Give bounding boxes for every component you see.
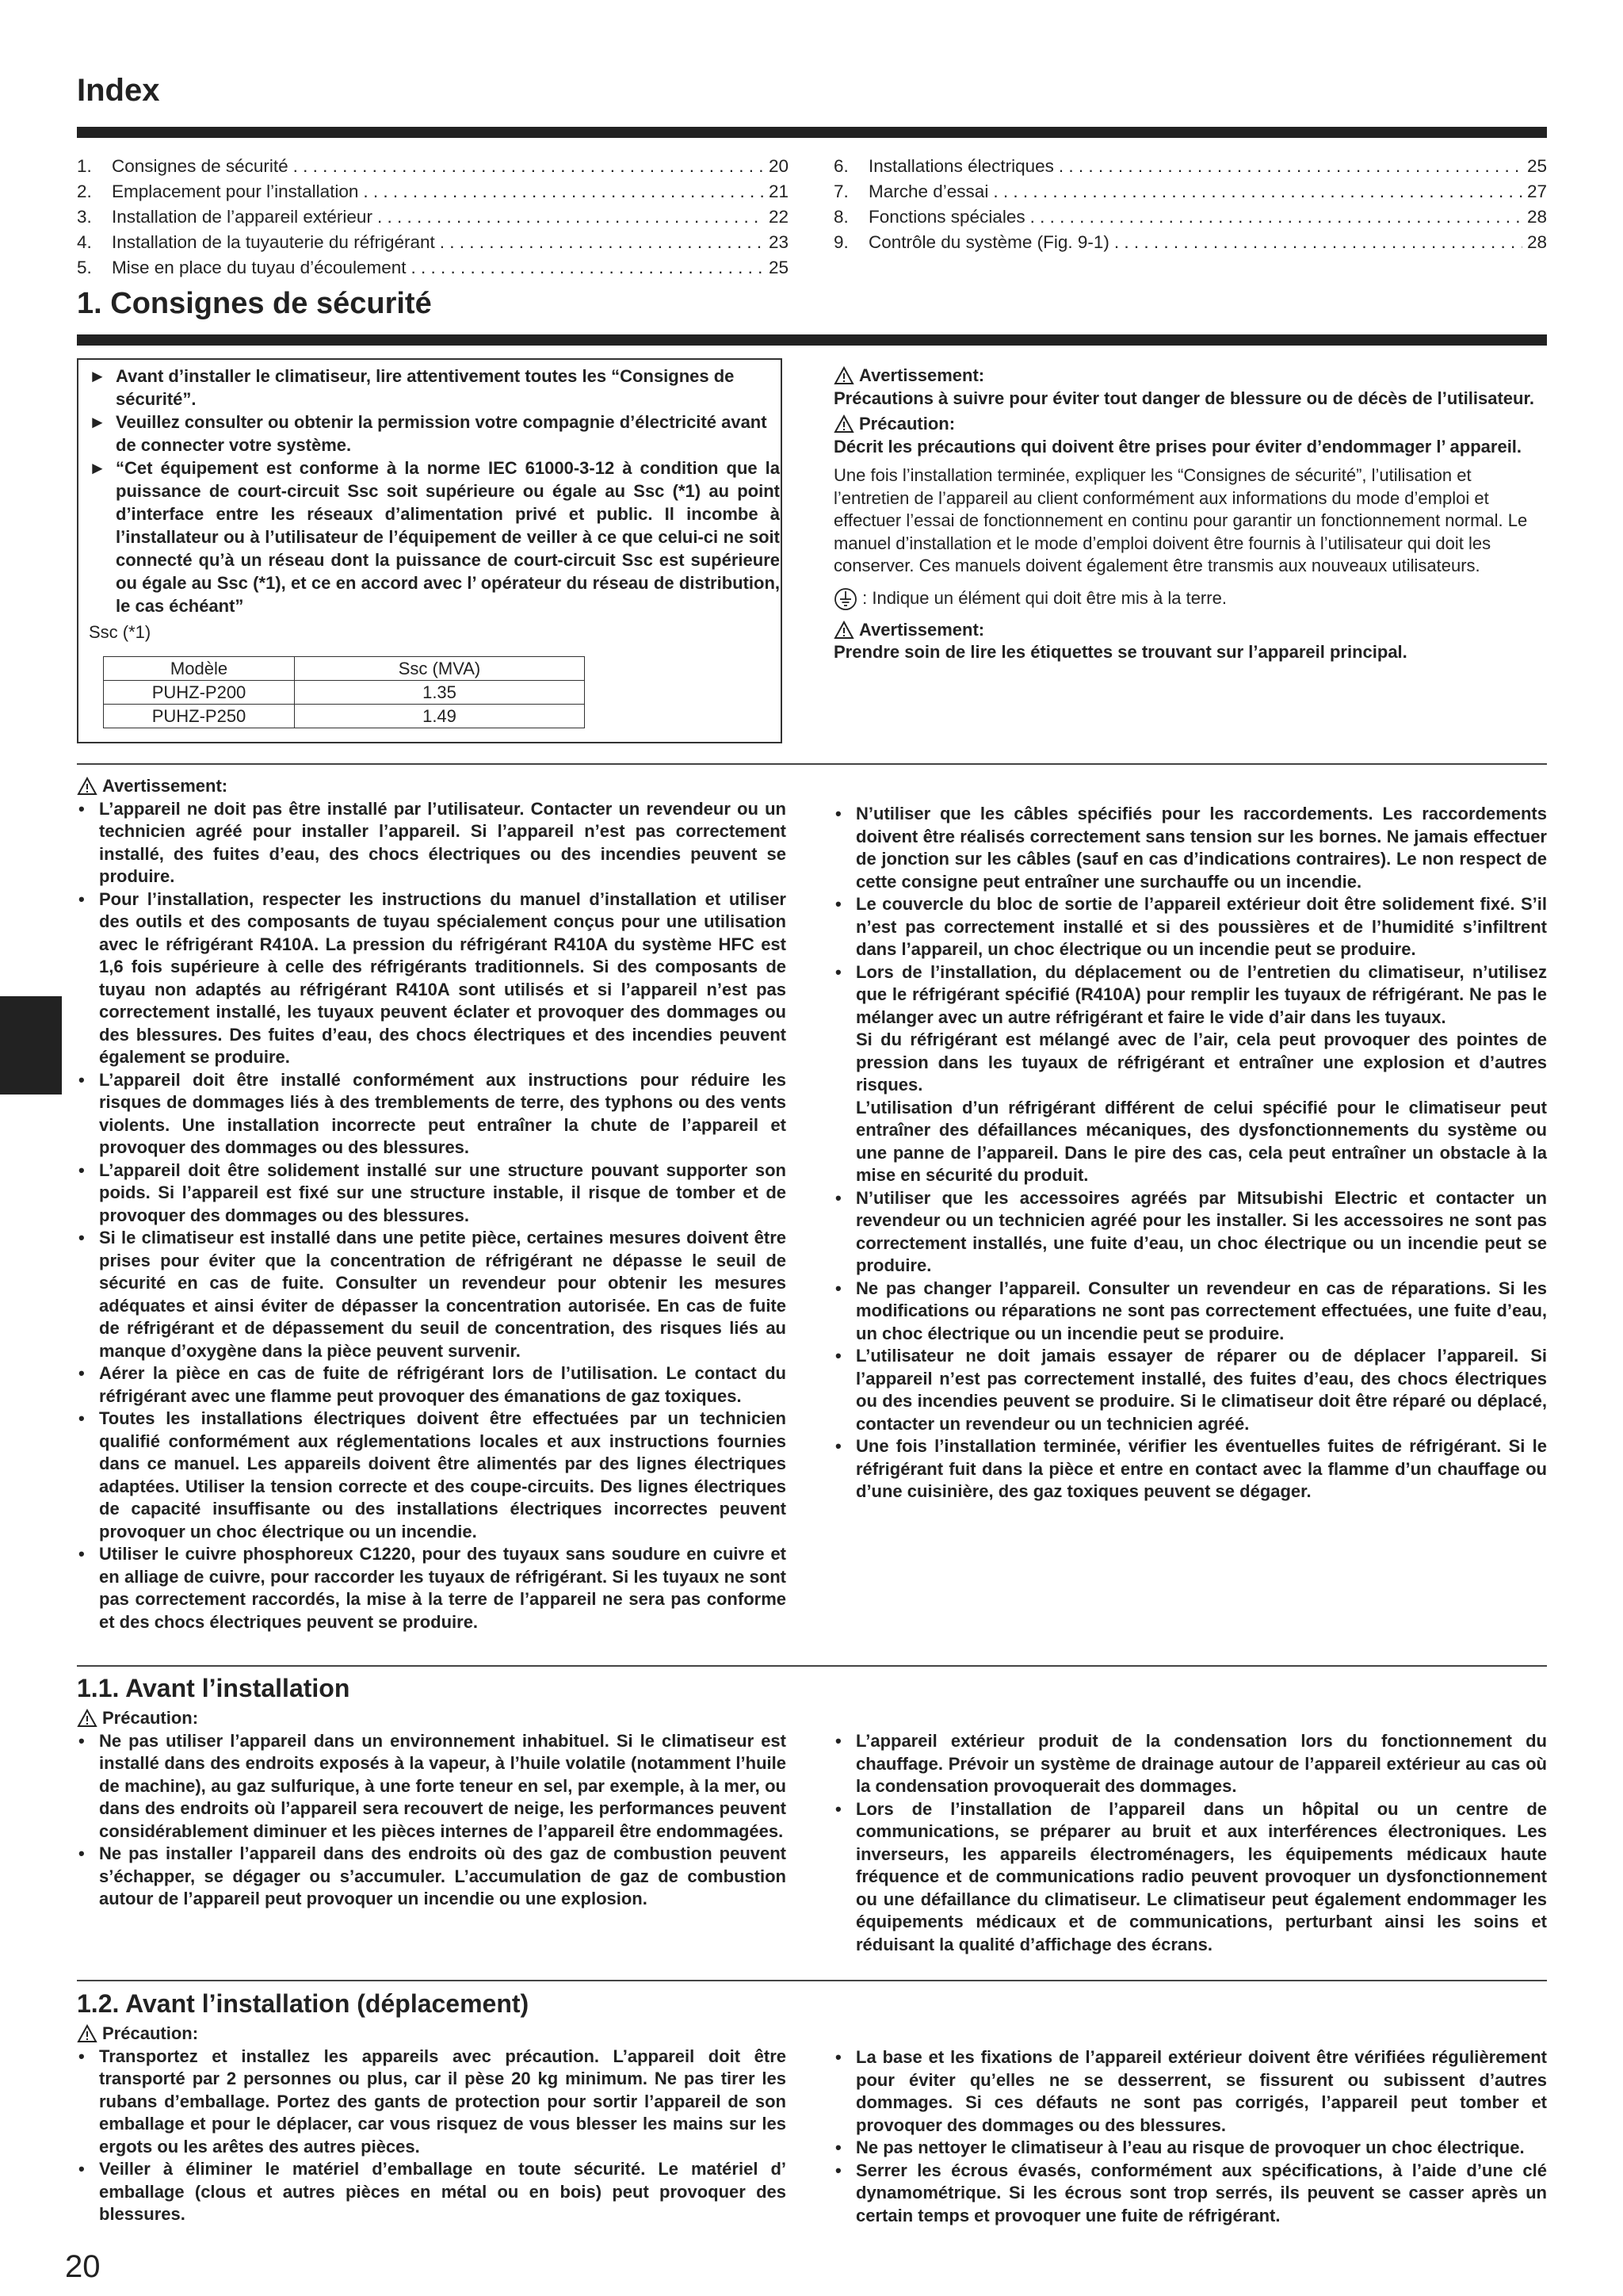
caution-icon <box>834 415 854 434</box>
chapter-tab <box>0 996 62 1095</box>
toc-leader <box>1030 204 1522 230</box>
list-item: • Ne pas utiliser l’appareil dans un environnement inhabituel. Si le climatiseur est installé dans des endroits exposés à la vapeur, à l’huile volatile (notamment l’huile de machine), au gaz sulfurique, à une forte teneur en sel, par exemple, à la mer, ou dans des endroits où l’appareil sera recouvert de neige, les performances peuvent considérablement diminuer et les pièces internes de l’appareil être endommagées. <box>77 1730 786 1843</box>
toc-page: 25 <box>768 258 789 277</box>
table-cell: 1.49 <box>295 705 585 728</box>
list-item: • Ne pas changer l’appareil. Consulter un revendeur en cas de réparations. Si les modifications ou réparations ne sont pas correctement effectuées, une fuite d’eau, un choc électrique ou un incendie peut se produire. <box>834 1278 1547 1346</box>
subsection-title: 1.2. Avant l’installation (déplacement) <box>77 1989 529 2018</box>
toc-label: Installation de l’appareil extérieur <box>112 207 372 227</box>
toc-entry <box>834 230 1547 255</box>
toc-page: 27 <box>1526 181 1547 201</box>
table-header: Ssc (MVA) <box>295 657 585 681</box>
ssc-label: Ssc (*1) <box>89 622 151 642</box>
section-rule <box>77 334 1547 346</box>
warning-list-left <box>77 798 786 1634</box>
list-item: • Lors de l’installation de l’appareil dans un hôpital ou un centre de communications, se préparer au bruit et aux interférences électroniques. Les inverseurs, les appareils électroménagers, les équipements médicaux haute fréquence et de communications radio peuvent provoquer un dysfonctionnement ou une défaillance du climatiseur. Le climatiseur peut également endommager les équipements médicaux et de communications, perturbant ainsi les soins et réduisant la qualité d’affichage des écrans. <box>834 1798 1547 1957</box>
toc-leader <box>1059 154 1522 179</box>
list-item: • Ne pas nettoyer le climatiseur à l’eau au risque de provoquer un choc électrique. <box>834 2137 1547 2160</box>
warning-block-title: Avertissement: <box>102 776 228 796</box>
toc-entry <box>834 154 1547 179</box>
caution-title: Précaution: <box>102 2023 199 2043</box>
caution-title: Précaution: <box>859 414 956 434</box>
toc-page: 23 <box>768 232 789 252</box>
list-item: • Toutes les installations électriques doivent être effectuées par un technicien qualifié conformément aux réglementations locales et aux instructions fournies dans ce manuel. Les appareils doivent être alimentés par des lignes électriques adaptées. Utiliser la tension correcte et des coupe-circuits. Des lignes électriques de capacité insuffisante ou des installations électriques incorrectes peuvent provoquer un choc électrique ou un incendie. <box>77 1408 786 1543</box>
section-title: 1. Consignes de sécurité <box>77 287 432 320</box>
toc-leader <box>993 179 1522 204</box>
toc-label: Installation de la tuyauterie du réfrigérant <box>112 232 435 252</box>
ground-icon <box>834 587 857 611</box>
caution-text: Décrit les précautions qui doivent être prises pour éviter d’endommager l’ appareil. <box>834 436 1522 457</box>
caution-title: Précaution: <box>102 1708 199 1728</box>
toc-entry <box>77 204 789 230</box>
toc-left <box>77 154 789 281</box>
table-cell: PUHZ-P250 <box>104 705 295 728</box>
toc-page: 25 <box>1526 156 1547 176</box>
ssc-table <box>103 656 585 728</box>
toc-entry <box>77 179 789 204</box>
notice-p1: Avant d’installer le climatiseur, lire attentivement toutes les “Consignes de sécurité”. <box>116 366 735 409</box>
toc-leader <box>440 230 764 255</box>
toc-entry <box>834 204 1547 230</box>
toc-number: 3. <box>77 207 92 227</box>
warning-icon <box>834 366 854 385</box>
toc-page: 20 <box>768 156 789 176</box>
notice-p3: “Cet équipement est conforme à la norme IEC 61000-3-12 à condition que la puissance de court-circuit Ssc soit supérieure ou égale au Ssc (*1) au point d’interface entre les réseaux d’alimentation privé et public. Il incombe à l’installateur ou à l’utilisateur de l’équipement de veiller à ce que celui-ci ne soit connecté qu’à un réseau dont la puissance de court-circuit Ssc est supérieure ou égale au Ssc (*1), et ce en accord avec l’ opérateur du réseau de distribution, le cas échéant” <box>116 458 780 616</box>
warning-icon <box>834 621 854 640</box>
toc-leader <box>1114 230 1522 255</box>
list-item: • Si le climatiseur est installé dans une petite pièce, certaines mesures doivent être prises pour éviter que la concentration de réfrigérant ne dépasse le seuil de sécurité en cas de fuite. Consulter un revendeur pour obtenir les mesures adéquates et ainsi éviter de dépasser la concentration autorisée. En cas de fuite de réfrigérant et de dépassement du seuil de concentration, des risques liés au manque d’oxygène dans la pièce peuvent survenir. <box>77 1227 786 1362</box>
toc-number: 6. <box>834 156 849 176</box>
warning-block-right <box>834 803 1547 1503</box>
toc-number: 2. <box>77 181 92 201</box>
warning-icon <box>77 777 97 796</box>
list-item: • N’utiliser que les câbles spécifiés pour les raccordements. Les raccordements doivent être réalisés correctement sans tension sur les bornes. Ne jamais effectuer de jonction sur les câbles (sauf en cas d’indications contraires). Le non respect de cette consigne peut entraîner une surchauffe ou un incendie. <box>834 803 1547 893</box>
toc-number: 8. <box>834 207 849 227</box>
toc-label: Marche d’essai <box>869 181 989 201</box>
toc-number: 9. <box>834 232 849 252</box>
toc-label: Consignes de sécurité <box>112 156 288 176</box>
page-title: Index <box>77 73 160 108</box>
table-cell: 1.35 <box>295 681 585 705</box>
toc-entry <box>77 230 789 255</box>
list-item: • Lors de l’installation, du déplacement ou de l’entretien du climatiseur, n’utilisez que le réfrigérant spécifié (R410A) pour remplir les tuyaux de réfrigérant. Ne pas le mélanger avec un autre réfrigérant et faire le vide d’air dans les tuyaux. Si du réfrigérant est mélangé avec de l’air, cela peut provoquer des pointes de pression dans les tuyaux de réfrigérant et entraîner une explosion et d’autres risques. L’utilisation d’un réfrigérant différent de celui spécifié pour le climatiseur peut entraîner des défaillances mécaniques, des dysfonctionnements du système ou une panne de l’appareil. Dans le pire des cas, cela peut entraîner un obstacle à la mise en sécurité du produit. <box>834 961 1547 1187</box>
toc-entry <box>77 255 789 281</box>
toc-leader <box>293 154 764 179</box>
toc-number: 5. <box>77 258 92 277</box>
table-cell: PUHZ-P200 <box>104 681 295 705</box>
subsection-title: 1.1. Avant l’installation <box>77 1674 350 1702</box>
list-item: • Veiller à éliminer le matériel d’emballage en toute sécurité. Le matériel d’ emballage (clous et autres pièces en métal ou en bois) peut provoquer des blessures. <box>77 2158 786 2226</box>
intro-paragraph: Une fois l’installation terminée, expliquer les “Consignes de sécurité”, l’utilisation et l’entretien de l’appareil au client conformément aux informations du mode d’emploi et effectuer l’essai de fonctionnement en continu pour garantir un fonctionnement normal. Le manuel d’installation et le mode d’emploi doivent être fournis à l’utilisateur qui doit les conserver. Ces manuels doivent également être transmis aux nouveaux utilisateurs. <box>834 465 1528 575</box>
notice-box-content: ► Avant d’installer le climatiseur, lire attentivement toutes les “Consignes de sécurité”. ► Veuillez consulter ou obtenir la permission votre compagnie d’électricité avant de connecter votre système. ► “Cet équipement est conforme à la norme IEC 61000-3-12 à condition que la puissance de court-circuit Ssc soit supérieure ou égale au Ssc (*1) au point d’interface entre les réseaux d’alimentation privé et public. Il incombe à l’installateur ou à l’utilisateur de l’équipement de veiller à ce que celui-ci ne soit connecté qu’à un réseau dont la puissance de court-circuit Ssc est supérieure ou égale au Ssc (*1), et ce en accord avec l’ opérateur du réseau de distribution, le cas échéant” Ssc (*1) <box>89 366 780 642</box>
notice-p2: Veuillez consulter ou obtenir la permission votre compagnie d’électricité avant de connecter votre système. <box>116 412 767 455</box>
warning-list-right <box>834 803 1547 1503</box>
warning2-text: Prendre soin de lire les étiquettes se trouvant sur l’appareil principal. <box>834 642 1407 663</box>
toc-label: Fonctions spéciales <box>869 207 1025 227</box>
toc-number: 1. <box>77 156 92 176</box>
toc-right <box>834 154 1547 255</box>
warning-title: Avertissement: <box>859 365 985 385</box>
list-item: • Ne pas installer l’appareil dans des endroits où des gaz de combustion peuvent s’échapper, se dégager ou s’accumuler. L’accumulation de gaz de combustion autour de l’appareil peut provoquer un incendie ou une explosion. <box>77 1843 786 1911</box>
divider <box>77 1665 1547 1667</box>
list-item: • L’utilisateur ne doit jamais essayer de réparer ou de déplacer l’appareil. Si l’appareil n’est pas correctement installé, des fuites d’eau, des chocs électriques ou des incendies peuvent se produire. Si le climatiseur doit être réparé ou déplacé, contacter un revendeur ou un technicien agréé. <box>834 1345 1547 1435</box>
s11-list-right <box>834 1730 1547 1956</box>
warning-block-left <box>77 775 786 1633</box>
list-item: • Le couvercle du bloc de sortie de l’appareil extérieur doit être solidement fixé. S’il n’est pas correctement installé et si des poussières et de l’humidité s’infiltrent dans l’appareil, un choc électrique ou un incendie peut se produire. <box>834 893 1547 961</box>
toc-number: 4. <box>77 232 92 252</box>
ground-text: : Indique un élément qui doit être mis à la terre. <box>862 587 1227 608</box>
s11-left <box>77 1707 786 1911</box>
list-item: • N’utiliser que les accessoires agréés par Mitsubishi Electric et contacter un revendeur ou un technicien agréé pour les installer. Si les accessoires ne sont pas correctement installés, une fuite d’eau, un choc électrique ou un incendie peut se produire. <box>834 1187 1547 1278</box>
toc-number: 7. <box>834 181 849 201</box>
list-item: • L’appareil extérieur produit de la condensation lors du fonctionnement du chauffage. Prévoir un système de drainage autour de l’appareil extérieur au cas où la condensation provoquerait des dommages. <box>834 1730 1547 1798</box>
list-item: • L’appareil doit être solidement installé sur une structure pouvant supporter son poids. Si l’appareil est fixé sur une structure instable, il risque de tomber et de provoquer des dommages ou des blessures. <box>77 1159 786 1228</box>
s12-left <box>77 2023 786 2226</box>
warning2-title: Avertissement: <box>859 619 985 640</box>
caution-icon <box>77 2024 97 2043</box>
list-item: • Pour l’installation, respecter les instructions du manuel d’installation et utiliser des outils et des composants de tuyau spécialement conçus pour une utilisation avec le réfrigérant R410A. La pression du réfrigérant R410A du système HFC est 1,6 fois supérieure à celle des réfrigérants traditionnels. Si des composants de tuyau non adaptés au réfrigérant R410A sont utilisés et si l’appareil n’est pas correctement installé, les tuyaux peuvent éclater et provoquer des dommages ou des blessures. Des fuites d’eau, des chocs électriques et des incendies peuvent également se produire. <box>77 888 786 1069</box>
s12-list-left <box>77 2046 786 2226</box>
toc-label: Contrôle du système (Fig. 9-1) <box>869 232 1109 252</box>
toc-page: 22 <box>768 207 789 227</box>
toc-label: Mise en place du tuyau d’écoulement <box>112 258 407 277</box>
list-item: • L’appareil ne doit pas être installé par l’utilisateur. Contacter un revendeur ou un technicien agréé pour installer l’appareil. Si l’appareil n’est pas correctement installé, des fuites d’eau, des chocs électriques ou des incendies peuvent se produire. <box>77 798 786 888</box>
table-header: Modèle <box>104 657 295 681</box>
toc-page: 21 <box>768 181 789 201</box>
list-item: • Une fois l’installation terminée, vérifier les éventuelles fuites de réfrigérant. Si le réfrigérant fuit dans la pièce et entre en contact avec la flamme d’un chauffage ou d’une cuisinière, des gaz toxiques peuvent se dégager. <box>834 1435 1547 1503</box>
toc-label: Installations électriques <box>869 156 1054 176</box>
intro-right <box>834 365 1547 667</box>
warning-text: Précautions à suivre pour éviter tout danger de blessure ou de décès de l’utilisateur. <box>834 388 1534 408</box>
list-item: • Serrer les écrous évasés, conformément aux spécifications, à l’aide d’une clé dynamométrique. Si les écrous sont trop serrés, ils peuvent se casser après un certain temps et provoquer une fuite de réfrigérant. <box>834 2160 1547 2228</box>
divider <box>77 763 1547 765</box>
header-rule <box>77 127 1547 138</box>
divider <box>77 1980 1547 1981</box>
toc-entry <box>834 179 1547 204</box>
list-item: • Transportez et installez les appareils avec précaution. L’appareil doit être transporté par 2 personnes ou plus, car il pèse 20 kg minimum. Ne pas tirer les rubans d’emballage. Portez des gants de protection pour sortir l’appareil de son emballage et pour le déplacer, car vous risquez de vous blesser les mains sur les ergots ou les arêtes des autres pièces. <box>77 2046 786 2159</box>
toc-page: 28 <box>1526 207 1547 227</box>
toc-leader <box>363 179 764 204</box>
s12-right <box>834 2046 1547 2227</box>
toc-leader <box>411 255 763 281</box>
toc-label: Emplacement pour l’installation <box>112 181 359 201</box>
s11-list-left <box>77 1730 786 1911</box>
s12-list-right <box>834 2046 1547 2227</box>
list-item: • La base et les fixations de l’appareil extérieur doivent être vérifiées régulièrement pour éviter qu’elles ne se desserrent, se fissurent ou subissent d’autres dommages. Si ces défauts ne sont pas corrigés, l’appareil peut tomber et provoquer des dommages ou des blessures. <box>834 2046 1547 2137</box>
page-number: 20 <box>65 2249 101 2284</box>
list-item: • Aérer la pièce en cas de fuite de réfrigérant lors de l’utilisation. Le contact du réfrigérant avec une flamme peut provoquer des émanations de gaz toxiques. <box>77 1362 786 1408</box>
toc-entry <box>77 154 789 179</box>
list-item: • L’appareil doit être installé conformément aux instructions pour réduire les risques de dommages liés à des tremblements de terre, des typhons ou des vents violents. Une installation incorrecte peut entraîner la chute de l’appareil et provoquer des dommages ou des blessures. <box>77 1069 786 1159</box>
s11-right <box>834 1730 1547 1956</box>
list-item: • Utiliser le cuivre phosphoreux C1220, pour des tuyaux sans soudure en cuivre et en alliage de cuivre, pour raccorder les tuyaux de réfrigérant. Si les tuyaux ne sont pas correctement raccordés, la mise à la terre de l’appareil ne sera pas conforme et des chocs électriques peuvent se produire. <box>77 1543 786 1633</box>
caution-icon <box>77 1709 97 1728</box>
toc-leader <box>377 204 764 230</box>
toc-page: 28 <box>1526 232 1547 252</box>
